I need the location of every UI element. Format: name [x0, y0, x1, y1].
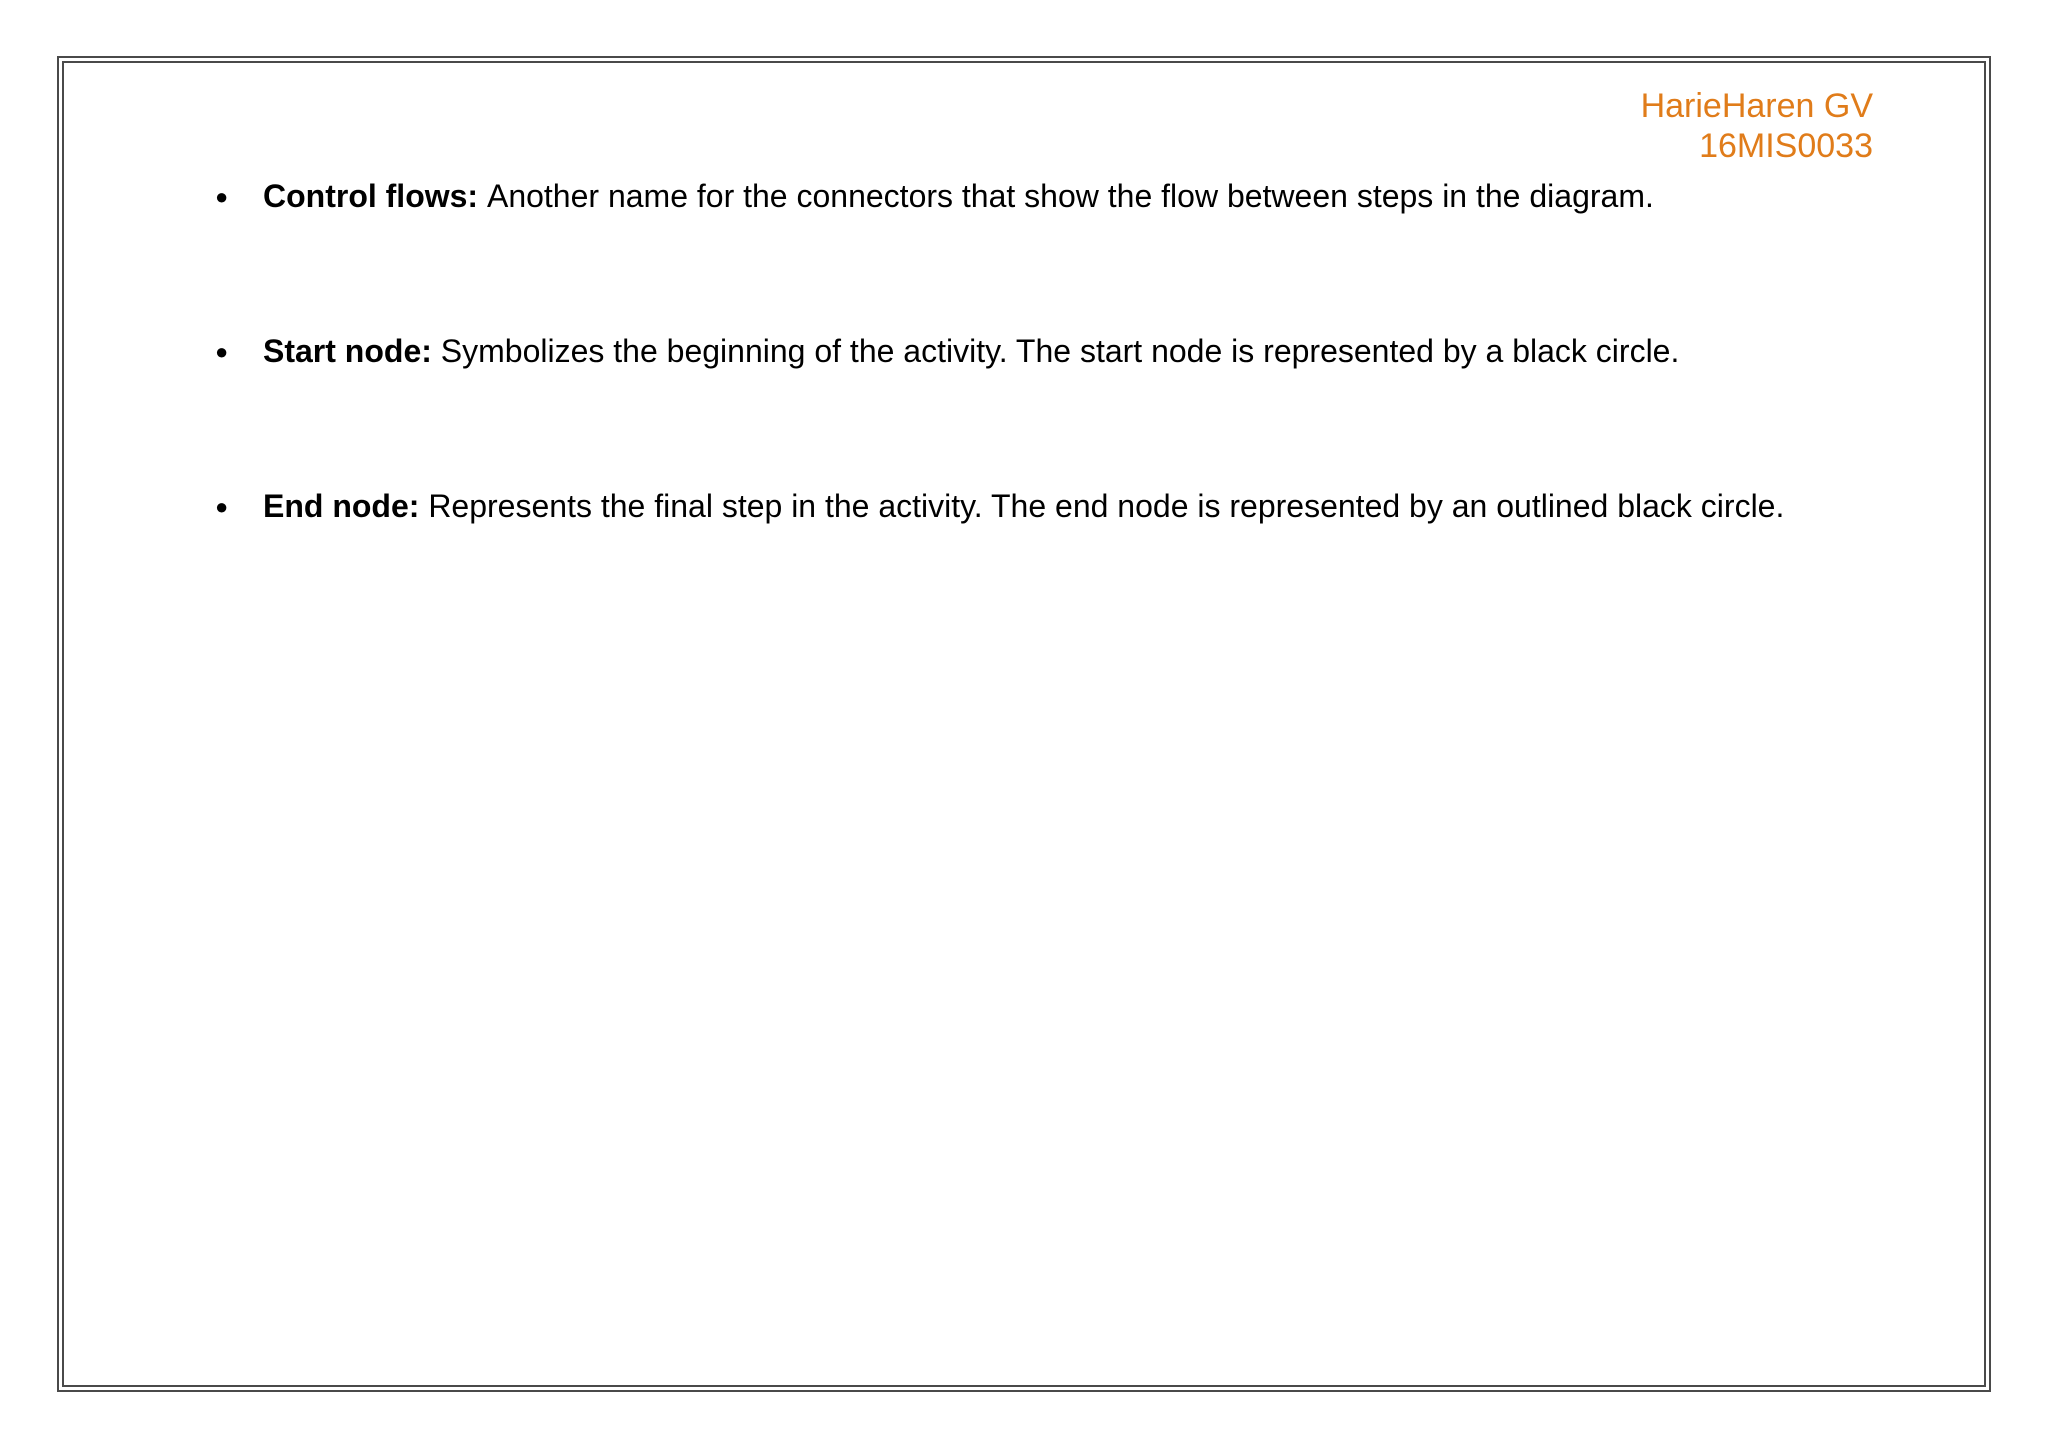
term-description: Symbolizes the beginning of the activity. The start node is represented by a black circle. [440, 333, 1680, 369]
page-header [1641, 86, 1873, 166]
student-id: 16MIS0033 [1699, 127, 1873, 165]
author-name: HarieHaren GV [1640, 87, 1873, 125]
list-item-start-node [215, 330, 1815, 373]
bullet-icon: ● [215, 494, 229, 519]
term-label: Control flows: [263, 178, 487, 214]
bullet-icon: ● [215, 339, 229, 364]
term-label: Start node: [263, 333, 441, 369]
list-item-control-flows [215, 175, 1815, 218]
term-label: End node: [263, 488, 429, 524]
bullet-icon: ● [215, 184, 229, 209]
definition-list [215, 175, 1815, 528]
term-description: Represents the final step in the activity. The end node is represented by an outlined black circle. [428, 488, 1785, 524]
term-description: Another name for the connectors that show the flow between steps in the diagram. [486, 178, 1654, 214]
list-item-end-node [215, 485, 1815, 528]
